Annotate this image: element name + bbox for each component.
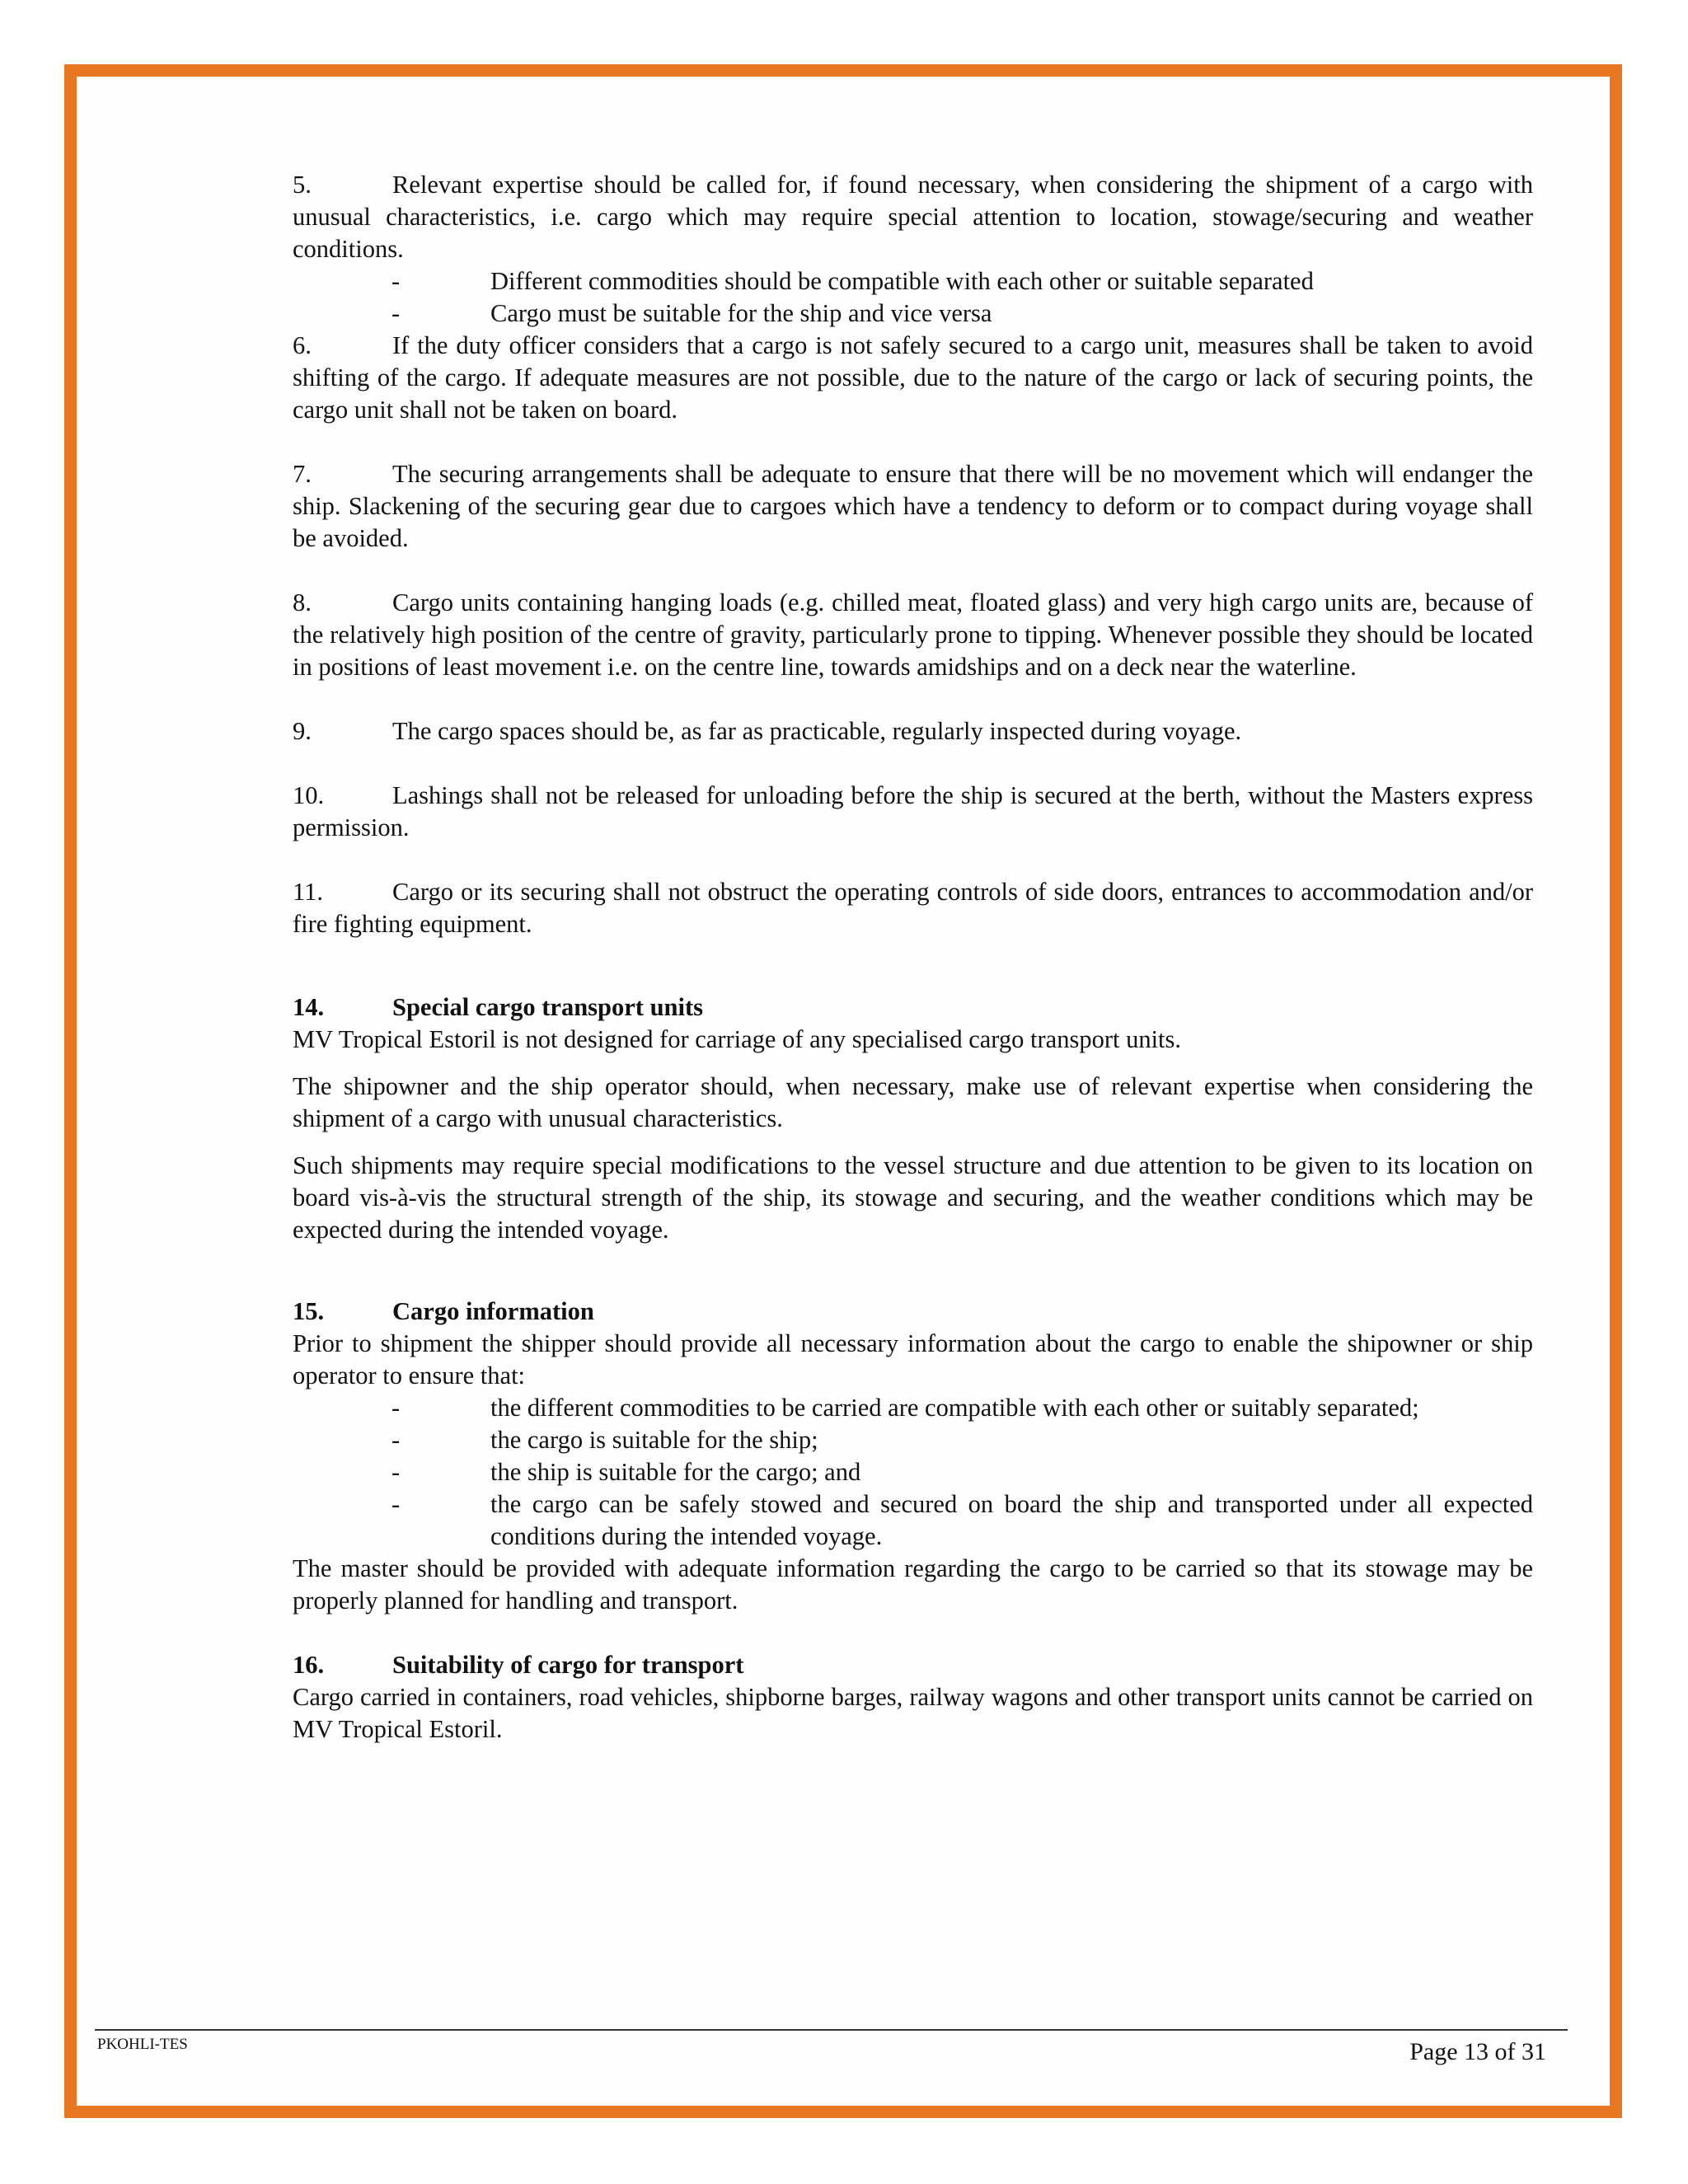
item-text: Cargo units containing hanging loads (e.g. chilled meat, floated glass) and very high cargo units are, because of the relatively high position of the centre of gravity, particularly prone to tipping. Whenever possible they should be located in positions of least movement i.e. on the centre line, towards amidships and on a deck near the waterline. bbox=[293, 588, 1533, 681]
section-14-paragraph-2: The shipowner and the ship operator should, when necessary, make use of relevant expertise when considering the shipment of a cargo with unusual characteristics. bbox=[293, 1072, 1533, 1132]
section-number: 15. bbox=[293, 1297, 325, 1325]
section-15-bullet-list bbox=[293, 1392, 1533, 1553]
item-number: 9. bbox=[293, 717, 312, 745]
dash-marker: - bbox=[392, 1490, 401, 1518]
numbered-paragraph-8 bbox=[293, 587, 1533, 683]
numbered-paragraph-7 bbox=[293, 458, 1533, 555]
list-item-text: the cargo can be safely stowed and secured on board the ship and transported under all expected conditions during the intended voyage. bbox=[490, 1490, 1533, 1550]
footer-document-code: PKOHLI-TES bbox=[97, 2036, 188, 2053]
list-item-text: Cargo must be suitable for the ship and vice versa bbox=[490, 299, 992, 327]
list-item bbox=[293, 1456, 1533, 1488]
item5-bullet-list bbox=[293, 265, 1533, 330]
section-15-heading bbox=[293, 1296, 1533, 1328]
numbered-paragraph-11 bbox=[293, 876, 1533, 940]
dash-marker: - bbox=[392, 299, 401, 327]
section-16-text: Cargo carried in containers, road vehicles, shipborne barges, railway wagons and other transport units cannot be carried on MV Tropical Estoril. bbox=[293, 1683, 1533, 1743]
list-item bbox=[293, 298, 1533, 330]
section-title: Special cargo transport units bbox=[392, 993, 704, 1021]
item-number: 6. bbox=[293, 331, 312, 359]
list-item-text: the different commodities to be carried are compatible with each other or suitably separated; bbox=[490, 1394, 1419, 1422]
section-number: 14. bbox=[293, 993, 325, 1021]
item-text: Cargo or its securing shall not obstruct the operating controls of side doors, entrances to accommodation and/or fire fighting equipment. bbox=[293, 878, 1533, 938]
item-text: The cargo spaces should be, as far as practicable, regularly inspected during voyage. bbox=[392, 717, 1242, 745]
dash-marker: - bbox=[392, 1458, 401, 1486]
section-title: Cargo information bbox=[392, 1297, 594, 1325]
item-text: Relevant expertise should be called for, if found necessary, when considering the shipment of a cargo with unusual characteristics, i.e. cargo which may require special attention to location, stowage/securing and weather conditions. bbox=[293, 171, 1533, 263]
section-14-paragraph-1: MV Tropical Estoril is not designed for carriage of any specialised cargo transport units. bbox=[293, 1025, 1182, 1053]
list-item-text: the ship is suitable for the cargo; and bbox=[490, 1458, 861, 1486]
numbered-paragraph-9 bbox=[293, 715, 1533, 748]
list-item-text: Different commodities should be compatible with each other or suitable separated bbox=[490, 267, 1314, 295]
section-title: Suitability of cargo for transport bbox=[392, 1651, 744, 1679]
item-number: 10. bbox=[293, 781, 325, 809]
list-item bbox=[293, 1488, 1533, 1553]
footer-divider bbox=[95, 2029, 1568, 2031]
numbered-paragraph-6 bbox=[293, 330, 1533, 426]
list-item-text: the cargo is suitable for the ship; bbox=[490, 1426, 818, 1454]
section-15-intro: Prior to shipment the shipper should provide all necessary information about the cargo to enable the shipowner or ship operator to ensure that: bbox=[293, 1329, 1533, 1390]
item-number: 8. bbox=[293, 588, 312, 616]
item-text: The securing arrangements shall be adequate to ensure that there will be no movement which will endanger the ship. Slackening of the securing gear due to cargoes which have a tendency to deform or to compact during voyage shall be avoided. bbox=[293, 460, 1533, 552]
item-text: Lashings shall not be released for unloading before the ship is secured at the berth, without the Masters express permission. bbox=[293, 781, 1533, 841]
section-15-closing: The master should be provided with adequate information regarding the cargo to be carried so that its stowage may be properly planned for handling and transport. bbox=[293, 1554, 1533, 1615]
section-14-heading bbox=[293, 991, 1533, 1024]
dash-marker: - bbox=[392, 1394, 401, 1422]
document-body bbox=[293, 169, 1533, 1746]
item-number: 11. bbox=[293, 878, 323, 906]
section-16-heading bbox=[293, 1649, 1533, 1681]
dash-marker: - bbox=[392, 1426, 401, 1454]
list-item bbox=[293, 265, 1533, 298]
page-number: Page 13 of 31 bbox=[1409, 2038, 1546, 2065]
section-14-paragraph-3: Such shipments may require special modifications to the vessel structure and due attention to be given to its location on board vis-à-vis the structural strength of the ship, its stowage and securing, and the weather conditions which may be expected during the intended voyage. bbox=[293, 1151, 1533, 1244]
item-number: 7. bbox=[293, 460, 312, 488]
section-number: 16. bbox=[293, 1651, 325, 1679]
dash-marker: - bbox=[392, 267, 401, 295]
numbered-paragraph-10 bbox=[293, 780, 1533, 844]
item-number: 5. bbox=[293, 171, 312, 199]
list-item bbox=[293, 1424, 1533, 1456]
list-item bbox=[293, 1392, 1533, 1424]
numbered-paragraph-5 bbox=[293, 169, 1533, 265]
item-text: If the duty officer considers that a cargo is not safely secured to a cargo unit, measures shall be taken to avoid shifting of the cargo. If adequate measures are not possible, due to the nature of the cargo or lack of securing points, the cargo unit shall not be taken on board. bbox=[293, 331, 1533, 424]
